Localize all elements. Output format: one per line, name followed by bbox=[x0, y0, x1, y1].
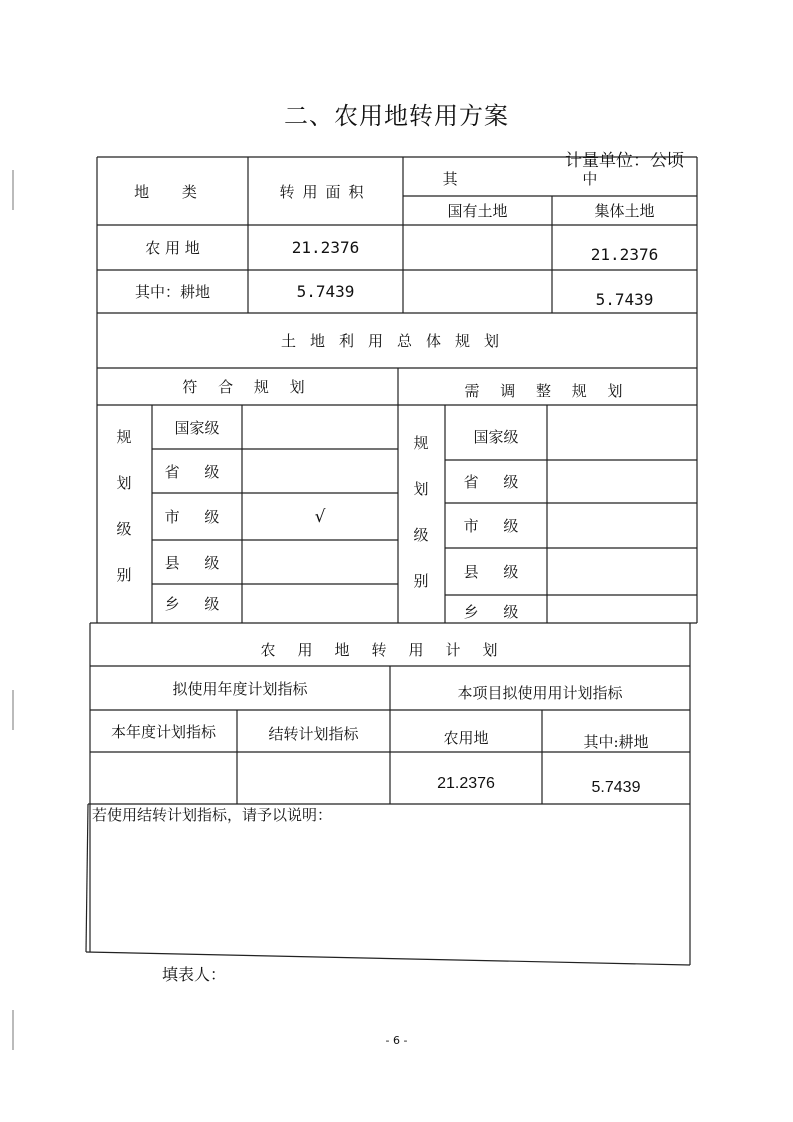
farmland-value: 21.2376 bbox=[437, 775, 495, 792]
left-level-township: 乡 级 bbox=[164, 595, 230, 613]
right-level-township: 乡 级 bbox=[463, 602, 529, 621]
plan-level-char: 别 bbox=[413, 572, 429, 590]
conversion-plan-title: 农用地转用计划 bbox=[260, 641, 520, 659]
header-state-land: 国有土地 bbox=[447, 202, 508, 220]
right-level-county: 县 级 bbox=[463, 563, 529, 581]
row-cultivated-label: 其中：耕地 bbox=[134, 283, 210, 301]
plan-level-char: 划 bbox=[413, 480, 429, 498]
carryover-note-label: 若使用结转计划指标，请予以说明： bbox=[92, 806, 333, 824]
conform-mark-township bbox=[242, 584, 398, 623]
planning-title: 土地利用总体规划 bbox=[280, 332, 513, 350]
plan-level-char: 级 bbox=[116, 520, 132, 538]
row-farmland-area: 21.2376 bbox=[291, 238, 360, 257]
adjust-mark-township bbox=[547, 595, 697, 623]
row-cultivated-area: 5.7439 bbox=[296, 282, 355, 301]
left-level-city: 市 级 bbox=[164, 508, 230, 526]
cultivated-value: 5.7439 bbox=[591, 779, 641, 796]
adjust-mark-county bbox=[547, 548, 697, 595]
annual-index-header: 拟使用年度计划指标 bbox=[172, 679, 308, 698]
header-land-type: 地 类 bbox=[134, 182, 211, 201]
conform-mark-province bbox=[242, 449, 398, 493]
header-collective-land: 集体土地 bbox=[594, 202, 655, 220]
row-cultivated-collective: 5.7439 bbox=[595, 290, 654, 309]
conform-mark-county bbox=[242, 540, 398, 584]
left-level-national: 国家级 bbox=[174, 418, 220, 437]
conform-mark-national bbox=[242, 405, 398, 449]
row-farmland-collective: 21.2376 bbox=[590, 245, 659, 264]
this-year-index-value bbox=[90, 752, 237, 804]
plan-level-label-right bbox=[406, 420, 436, 604]
right-level-national: 国家级 bbox=[473, 428, 519, 446]
plan-level-char: 级 bbox=[413, 526, 429, 544]
page-title: 二、农用地转用方案 bbox=[284, 102, 509, 130]
row-farmland-state bbox=[403, 225, 552, 270]
right-level-city: 市 级 bbox=[463, 517, 529, 535]
filler-label: 填表人： bbox=[162, 965, 227, 984]
plan-level-char: 规 bbox=[413, 434, 429, 452]
unit-label: 计量单位：公顷 bbox=[565, 151, 684, 171]
header-area: 转用面积 bbox=[279, 182, 372, 201]
carryover-index-header: 结转计划指标 bbox=[268, 724, 359, 743]
plan-level-char: 划 bbox=[116, 474, 132, 492]
right-level-province: 省 级 bbox=[463, 473, 529, 491]
conform-mark-city: √ bbox=[314, 506, 326, 527]
adjust-mark-city bbox=[547, 503, 697, 548]
adjust-mark-province bbox=[547, 460, 697, 503]
conform-plan-header: 符 合 规 划 bbox=[182, 378, 313, 396]
left-level-province: 省 级 bbox=[164, 462, 230, 481]
row-farmland-label: 农 用 地 bbox=[145, 239, 200, 257]
plan-level-char: 规 bbox=[116, 428, 132, 446]
plan-level-label-left bbox=[109, 414, 139, 598]
left-level-county: 县 级 bbox=[164, 553, 230, 572]
cultivated-header: 其中:耕地 bbox=[583, 732, 649, 751]
plan-level-char: 别 bbox=[116, 566, 132, 584]
farmland-header: 农用地 bbox=[443, 728, 489, 747]
this-year-index-header: 本年度计划指标 bbox=[110, 722, 216, 741]
project-index-header: 本项目拟使用用计划指标 bbox=[457, 683, 623, 702]
row-cultivated-state bbox=[403, 270, 552, 313]
carryover-index-value bbox=[237, 752, 390, 804]
adjust-mark-national bbox=[547, 405, 697, 460]
header-among: 其 中 bbox=[442, 169, 658, 188]
adjust-plan-header: 需 调 整 规 划 bbox=[464, 382, 631, 400]
page-number: - 6 - bbox=[385, 1034, 408, 1047]
